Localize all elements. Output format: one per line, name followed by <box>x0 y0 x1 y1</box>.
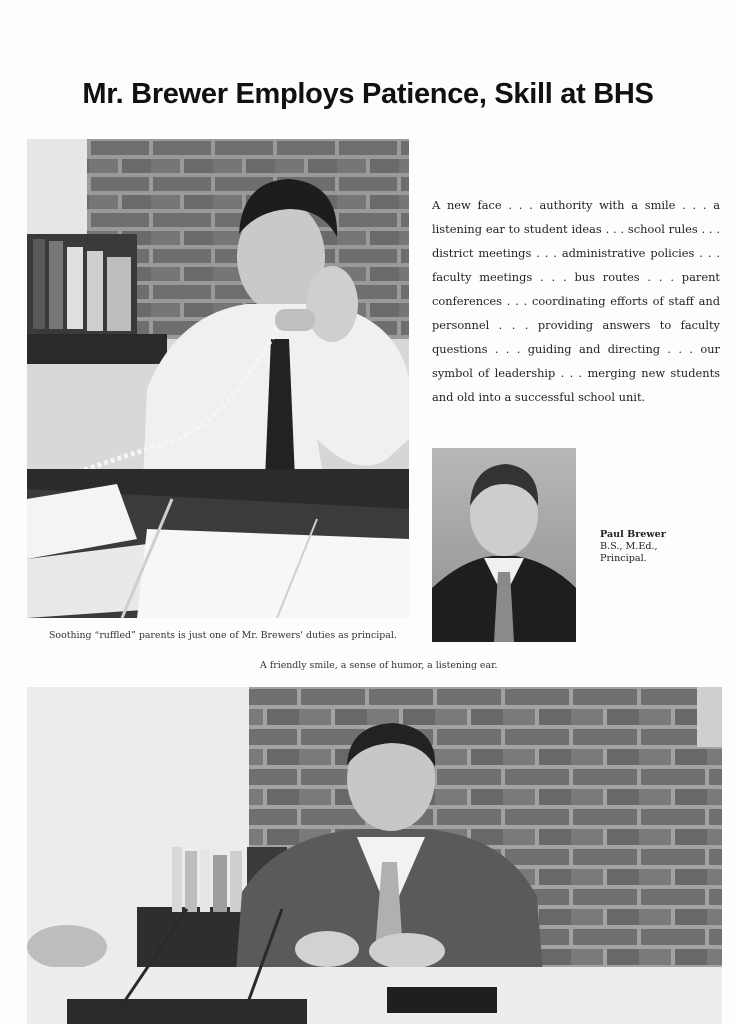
photo-principal-on-phone <box>27 139 409 618</box>
intro-paragraph: A new face . . . authority with a smile . . . a listening ear to student ideas . . . school rules . . . district meetings . . . administrative policies . . . faculty meetings . . . bus routes . . . parent conferences . . . coordinating efforts of staff and personnel . . . providing answers to faculty questions . . . guiding and directing . . . our symbol of leadership . . . merging new students and old into a successful school unit. <box>432 198 720 404</box>
portrait-degrees: B.S., M.Ed., <box>600 541 658 552</box>
portrait-role: Principal. <box>600 553 647 564</box>
portrait-name: Paul Brewer <box>600 529 666 540</box>
caption-phone-photo: Soothing “ruffled” parents is just one of Mr. Brewers' duties as principal. <box>49 630 397 641</box>
caption-smile-photo: A friendly smile, a sense of humor, a listening ear. <box>260 660 498 671</box>
portrait-photo <box>432 448 576 642</box>
page-title: Mr. Brewer Employs Patience, Skill at BHS <box>82 78 654 110</box>
portrait-id-block <box>600 529 666 565</box>
photo-principal-at-desk <box>27 687 722 1024</box>
